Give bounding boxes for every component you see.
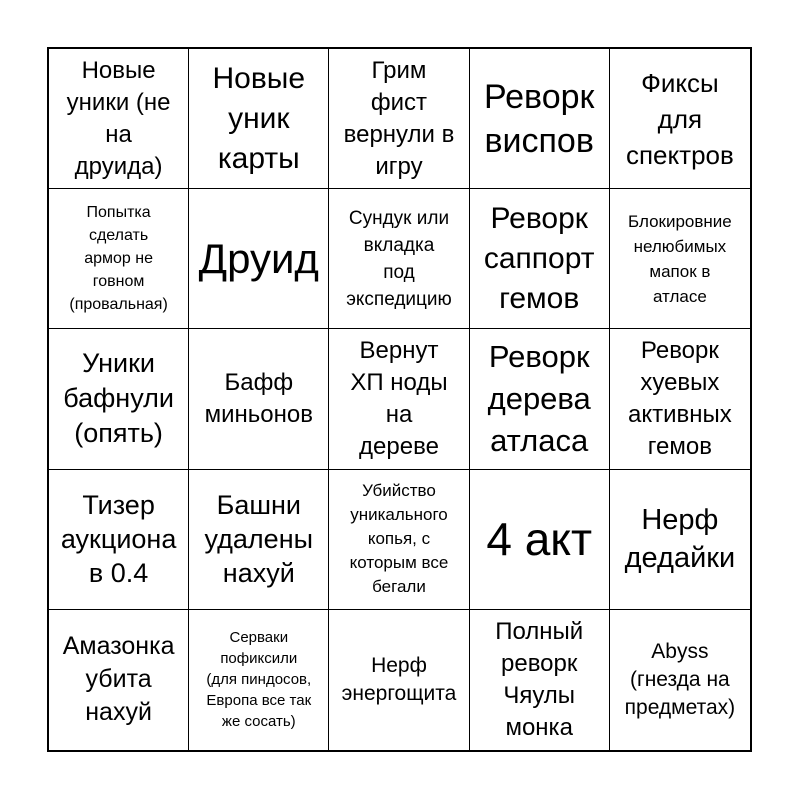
cell-text: Уники бафнули (опять) [63,348,174,449]
bingo-cell[interactable] [610,610,750,750]
cell-text: Серваки пофиксили (для пиндосов, Европа все так же сосать) [206,629,312,731]
bingo-cell[interactable] [610,470,750,610]
cell-text: Фиксы для спектров [625,67,734,170]
cell-text: Тизер аукциона в 0.4 [60,490,177,589]
cell-text: Амазонка убита нахуй [62,632,175,727]
cell-text: Новые уники (не на друида) [66,56,171,180]
cell-text: Попытка сделать армор не говном (провальная) [69,204,168,314]
cell-text: Друид [198,234,319,282]
bingo-cell[interactable] [49,610,189,750]
cell-text: Блокировние нелюбимых мапок в атласе [628,211,732,306]
cell-text: Реворк саппорт гемов [483,201,595,315]
bingo-cell[interactable] [189,329,329,469]
bingo-cell[interactable] [189,49,329,189]
cell-text: Новые уник карты [212,61,306,175]
bingo-cell[interactable] [610,329,750,469]
cell-text: Реворк хуевых активных гемов [628,336,732,460]
cell-text: Abyss (гнезда на предметах) [624,639,736,719]
cell-text: Реворк виспов [483,77,595,160]
cell-text: Грим фист вернули в игру [343,56,455,180]
bingo-cell[interactable] [470,329,610,469]
bingo-cell[interactable] [470,610,610,750]
cell-text: Вернут ХП ноды на дереве [350,336,448,460]
bingo-cell[interactable] [329,329,469,469]
cell-text: Бафф миньонов [204,368,313,428]
cell-text: Нерф энергощита [341,653,457,705]
bingo-cell[interactable] [610,49,750,189]
bingo-cell[interactable] [189,610,329,750]
bingo-cell[interactable] [49,329,189,469]
cell-text: Полный реворк Чяулы монка [495,617,584,741]
bingo-cell[interactable] [470,189,610,329]
bingo-cell[interactable] [329,470,469,610]
bingo-cell[interactable] [49,49,189,189]
bingo-cell[interactable] [470,470,610,610]
cell-text: Убийство уникального копья, с которым все бегали [349,481,449,597]
bingo-cell[interactable] [49,470,189,610]
cell-text: Нерф дедайки [624,504,736,575]
bingo-cell[interactable] [610,189,750,329]
bingo-board [47,47,752,752]
bingo-cell[interactable] [189,470,329,610]
bingo-cell[interactable] [470,49,610,189]
cell-text: Реворк дерева атласа [487,338,591,458]
bingo-cell[interactable] [329,189,469,329]
cell-text: Башни удалены нахуй [204,490,314,589]
bingo-cell[interactable] [49,189,189,329]
bingo-cell[interactable] [329,49,469,189]
bingo-cell[interactable] [189,189,329,329]
bingo-cell[interactable] [329,610,469,750]
cell-text: Сундук или вкладка под экспедицию [346,207,452,310]
cell-text: 4 акт [486,513,593,566]
